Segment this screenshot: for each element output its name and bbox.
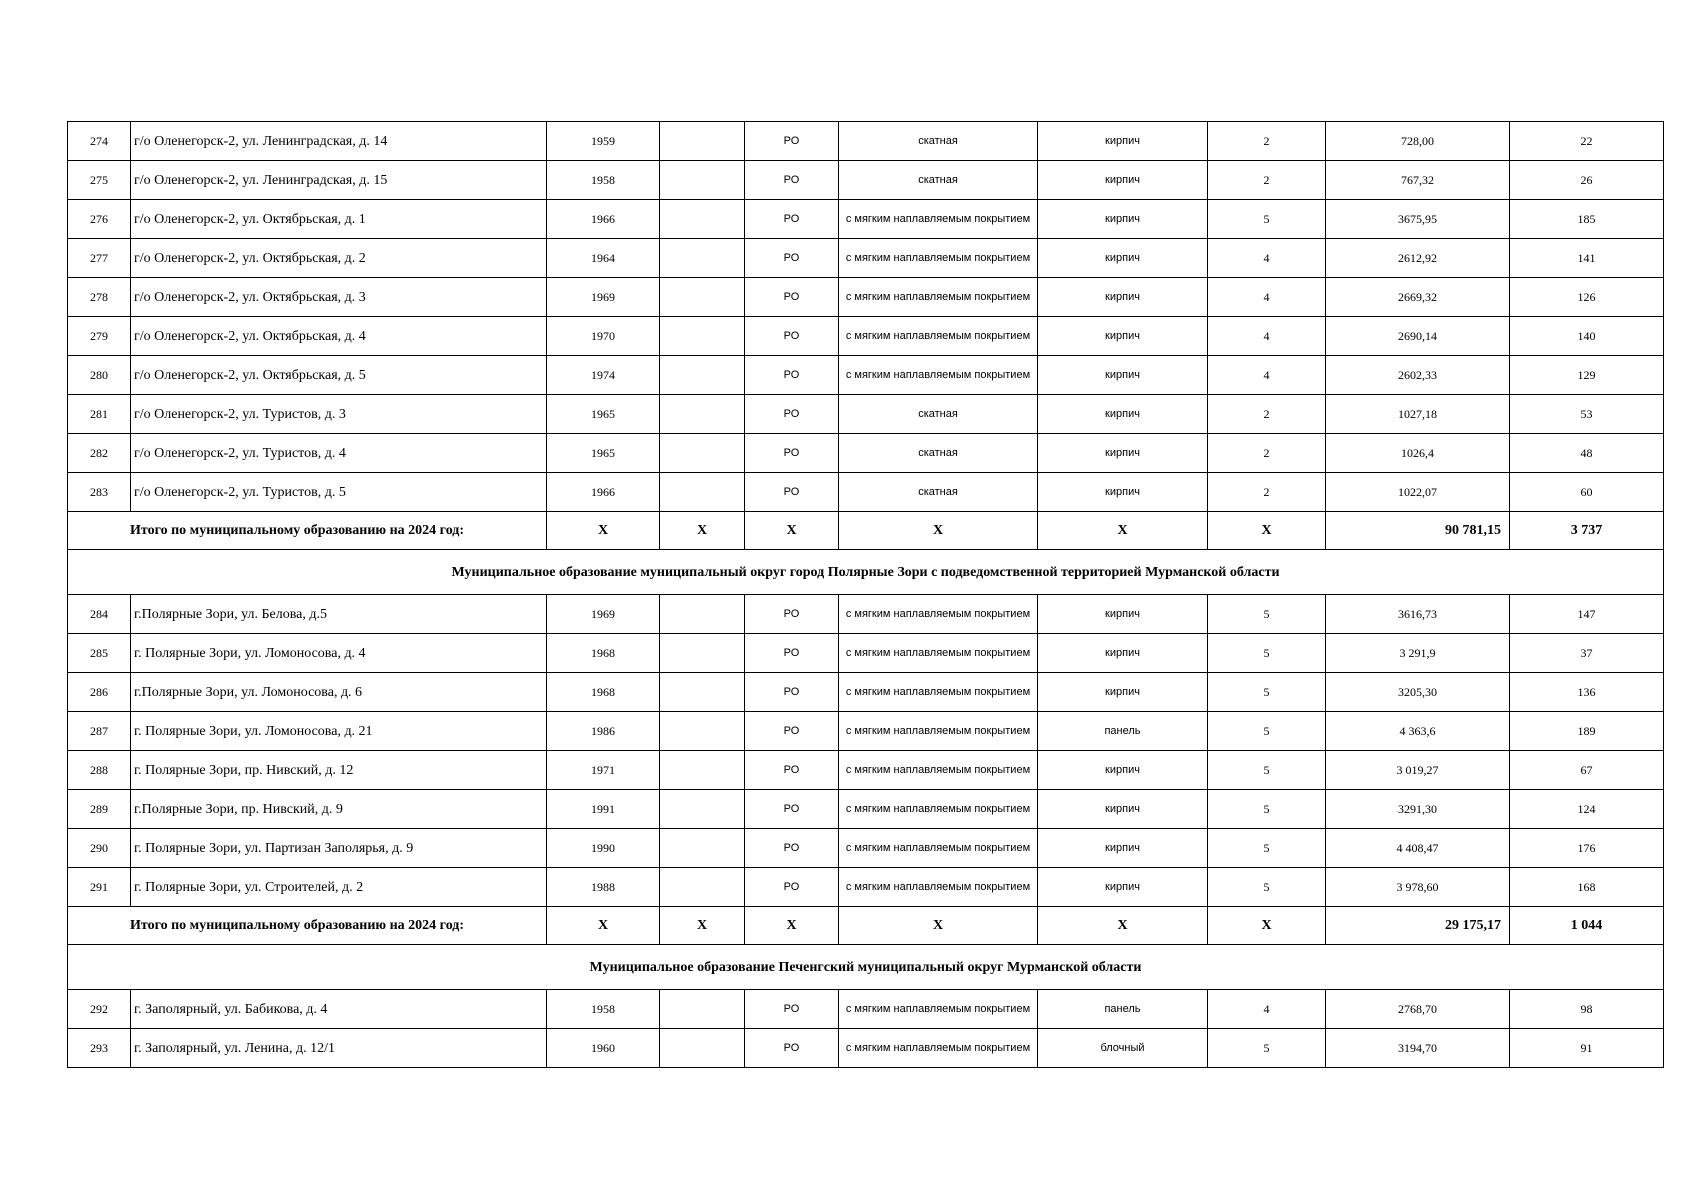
roof-type-cell: с мягким наплавляемым покрытием [839,356,1038,395]
area-cell: 2690,14 [1326,317,1510,356]
floors-cell: 5 [1208,868,1326,907]
floors-cell: 5 [1208,1029,1326,1068]
address-cell: г.Полярные Зори, ул. Ломоносова, д. 6 [131,673,547,712]
floors-cell: 5 [1208,712,1326,751]
fund-method-cell: РО [745,712,839,751]
table-row [68,712,1664,751]
floors-cell: 5 [1208,595,1326,634]
wall-material-cell: кирпич [1038,239,1208,278]
table-row [68,434,1664,473]
total-x-mark: X [1208,512,1326,550]
wall-material-cell: кирпич [1038,634,1208,673]
wall-material-cell: кирпич [1038,673,1208,712]
roof-type-cell: с мягким наплавляемым покрытием [839,317,1038,356]
wall-material-cell: блочный [1038,1029,1208,1068]
roof-type-cell: с мягким наплавляемым покрытием [839,712,1038,751]
total-label: Итого по муниципальному образованию на 2024 год: [68,512,547,550]
year-cell: 1966 [547,200,660,239]
table-row [68,356,1664,395]
residents-cell: 141 [1510,239,1664,278]
roof-type-cell: скатная [839,473,1038,512]
floors-cell: 4 [1208,239,1326,278]
address-cell: г/о Оленегорск-2, ул. Туристов, д. 4 [131,434,547,473]
roof-type-cell: с мягким наплавляемым покрытием [839,200,1038,239]
fund-method-cell: РО [745,1029,839,1068]
address-cell: г. Полярные Зори, ул. Ломоносова, д. 4 [131,634,547,673]
table-row [68,751,1664,790]
roof-type-cell: скатная [839,161,1038,200]
row-number-cell: 286 [68,673,131,712]
floors-cell: 5 [1208,790,1326,829]
area-cell: 1027,18 [1326,395,1510,434]
table-row [68,634,1664,673]
wall-material-cell: кирпич [1038,356,1208,395]
row-number-cell: 289 [68,790,131,829]
row-number-cell: 287 [68,712,131,751]
year-cell: 1991 [547,790,660,829]
year-cell: 1990 [547,829,660,868]
wall-material-cell: кирпич [1038,317,1208,356]
year-cell: 1986 [547,712,660,751]
residents-cell: 129 [1510,356,1664,395]
area-cell: 3291,30 [1326,790,1510,829]
address-cell: г.Полярные Зори, пр. Нивский, д. 9 [131,790,547,829]
year-cell: 1960 [547,1029,660,1068]
fund-method-cell: РО [745,278,839,317]
fund-method-cell: РО [745,990,839,1029]
residents-cell: 189 [1510,712,1664,751]
floors-cell: 2 [1208,473,1326,512]
empty-cell [660,122,745,161]
roof-type-cell: скатная [839,434,1038,473]
total-row [68,907,1664,945]
area-cell: 3616,73 [1326,595,1510,634]
empty-cell [660,200,745,239]
total-area: 29 175,17 [1326,907,1510,945]
residents-cell: 176 [1510,829,1664,868]
address-cell: г/о Оленегорск-2, ул. Туристов, д. 3 [131,395,547,434]
table-row [68,395,1664,434]
year-cell: 1988 [547,868,660,907]
residents-cell: 91 [1510,1029,1664,1068]
fund-method-cell: РО [745,634,839,673]
table-row [68,829,1664,868]
area-cell: 3 978,60 [1326,868,1510,907]
year-cell: 1964 [547,239,660,278]
row-number-cell: 284 [68,595,131,634]
year-cell: 1965 [547,395,660,434]
roof-type-cell: с мягким наплавляемым покрытием [839,595,1038,634]
fund-method-cell: РО [745,200,839,239]
residents-cell: 168 [1510,868,1664,907]
section-title: Муниципальное образование муниципальный округ город Полярные Зори с подведомственной территорией Мурманской области [68,550,1664,595]
area-cell: 2768,70 [1326,990,1510,1029]
table-row [68,790,1664,829]
fund-method-cell: РО [745,317,839,356]
table-row [68,317,1664,356]
empty-cell [660,790,745,829]
address-cell: г/о Оленегорск-2, ул. Октябрьская, д. 2 [131,239,547,278]
total-x-mark: X [839,512,1038,550]
row-number-cell: 280 [68,356,131,395]
residents-cell: 185 [1510,200,1664,239]
area-cell: 2612,92 [1326,239,1510,278]
residents-cell: 67 [1510,751,1664,790]
row-number-cell: 292 [68,990,131,1029]
empty-cell [660,829,745,868]
wall-material-cell: кирпич [1038,161,1208,200]
residents-cell: 126 [1510,278,1664,317]
fund-method-cell: РО [745,751,839,790]
empty-cell [660,990,745,1029]
address-cell: г. Заполярный, ул. Ленина, д. 12/1 [131,1029,547,1068]
roof-type-cell: с мягким наплавляемым покрытием [839,1029,1038,1068]
fund-method-cell: РО [745,161,839,200]
wall-material-cell: кирпич [1038,595,1208,634]
floors-cell: 2 [1208,434,1326,473]
row-number-cell: 282 [68,434,131,473]
area-cell: 728,00 [1326,122,1510,161]
area-cell: 3194,70 [1326,1029,1510,1068]
total-residents: 3 737 [1510,512,1664,550]
empty-cell [660,473,745,512]
wall-material-cell: кирпич [1038,829,1208,868]
table-row [68,278,1664,317]
wall-material-cell: кирпич [1038,868,1208,907]
floors-cell: 5 [1208,673,1326,712]
year-cell: 1968 [547,673,660,712]
empty-cell [660,673,745,712]
roof-type-cell: с мягким наплавляемым покрытием [839,990,1038,1029]
total-x-mark: X [660,512,745,550]
row-number-cell: 281 [68,395,131,434]
area-cell: 3205,30 [1326,673,1510,712]
roof-type-cell: с мягким наплавляемым покрытием [839,868,1038,907]
address-cell: г/о Оленегорск-2, ул. Ленинградская, д. 15 [131,161,547,200]
fund-method-cell: РО [745,829,839,868]
empty-cell [660,595,745,634]
table-row [68,673,1664,712]
empty-cell [660,434,745,473]
address-cell: г. Полярные Зори, ул. Строителей, д. 2 [131,868,547,907]
table-row [68,990,1664,1029]
total-x-mark: X [1038,907,1208,945]
area-cell: 3 019,27 [1326,751,1510,790]
row-number-cell: 288 [68,751,131,790]
residents-cell: 22 [1510,122,1664,161]
floors-cell: 2 [1208,161,1326,200]
row-number-cell: 277 [68,239,131,278]
empty-cell [660,751,745,790]
table-row [68,239,1664,278]
year-cell: 1969 [547,278,660,317]
area-cell: 1022,07 [1326,473,1510,512]
empty-cell [660,1029,745,1068]
fund-method-cell: РО [745,473,839,512]
empty-cell [660,317,745,356]
fund-method-cell: РО [745,239,839,278]
row-number-cell: 275 [68,161,131,200]
table-row [68,161,1664,200]
address-cell: г/о Оленегорск-2, ул. Ленинградская, д. 14 [131,122,547,161]
table-row [68,1029,1664,1068]
empty-cell [660,712,745,751]
floors-cell: 4 [1208,356,1326,395]
area-cell: 4 408,47 [1326,829,1510,868]
fund-method-cell: РО [745,434,839,473]
total-x-mark: X [745,907,839,945]
year-cell: 1958 [547,990,660,1029]
total-row [68,512,1664,550]
housing-registry-table [67,121,1664,1068]
section-header-row [68,550,1664,595]
row-number-cell: 278 [68,278,131,317]
table-row [68,200,1664,239]
area-cell: 2602,33 [1326,356,1510,395]
roof-type-cell: с мягким наплавляемым покрытием [839,790,1038,829]
total-x-mark: X [547,512,660,550]
residents-cell: 147 [1510,595,1664,634]
wall-material-cell: панель [1038,712,1208,751]
fund-method-cell: РО [745,673,839,712]
floors-cell: 4 [1208,278,1326,317]
fund-method-cell: РО [745,595,839,634]
row-number-cell: 283 [68,473,131,512]
fund-method-cell: РО [745,122,839,161]
area-cell: 3675,95 [1326,200,1510,239]
residents-cell: 53 [1510,395,1664,434]
year-cell: 1970 [547,317,660,356]
address-cell: г. Полярные Зори, пр. Нивский, д. 12 [131,751,547,790]
wall-material-cell: кирпич [1038,434,1208,473]
address-cell: г/о Оленегорск-2, ул. Октябрьская, д. 4 [131,317,547,356]
table-row [68,473,1664,512]
year-cell: 1965 [547,434,660,473]
residents-cell: 60 [1510,473,1664,512]
area-cell: 1026,4 [1326,434,1510,473]
row-number-cell: 291 [68,868,131,907]
residents-cell: 37 [1510,634,1664,673]
empty-cell [660,634,745,673]
section-header-row [68,945,1664,990]
empty-cell [660,356,745,395]
wall-material-cell: кирпич [1038,473,1208,512]
address-cell: г/о Оленегорск-2, ул. Октябрьская, д. 1 [131,200,547,239]
empty-cell [660,239,745,278]
table-body [68,122,1664,1068]
floors-cell: 2 [1208,395,1326,434]
area-cell: 767,32 [1326,161,1510,200]
address-cell: г. Полярные Зори, ул. Партизан Заполярья, д. 9 [131,829,547,868]
year-cell: 1968 [547,634,660,673]
area-cell: 4 363,6 [1326,712,1510,751]
row-number-cell: 276 [68,200,131,239]
roof-type-cell: с мягким наплавляемым покрытием [839,634,1038,673]
table-row [68,595,1664,634]
wall-material-cell: кирпич [1038,395,1208,434]
roof-type-cell: с мягким наплавляемым покрытием [839,751,1038,790]
section-title: Муниципальное образование Печенгский муниципальный округ Мурманской области [68,945,1664,990]
empty-cell [660,395,745,434]
table-row [68,122,1664,161]
fund-method-cell: РО [745,868,839,907]
roof-type-cell: скатная [839,122,1038,161]
floors-cell: 2 [1208,122,1326,161]
empty-cell [660,278,745,317]
fund-method-cell: РО [745,395,839,434]
residents-cell: 136 [1510,673,1664,712]
total-area: 90 781,15 [1326,512,1510,550]
residents-cell: 48 [1510,434,1664,473]
year-cell: 1959 [547,122,660,161]
row-number-cell: 279 [68,317,131,356]
floors-cell: 4 [1208,317,1326,356]
roof-type-cell: с мягким наплавляемым покрытием [839,829,1038,868]
wall-material-cell: кирпич [1038,200,1208,239]
residents-cell: 98 [1510,990,1664,1029]
roof-type-cell: с мягким наплавляемым покрытием [839,673,1038,712]
residents-cell: 26 [1510,161,1664,200]
floors-cell: 5 [1208,634,1326,673]
wall-material-cell: кирпич [1038,122,1208,161]
area-cell: 3 291,9 [1326,634,1510,673]
fund-method-cell: РО [745,356,839,395]
total-x-mark: X [1038,512,1208,550]
wall-material-cell: кирпич [1038,751,1208,790]
area-cell: 2669,32 [1326,278,1510,317]
wall-material-cell: кирпич [1038,790,1208,829]
address-cell: г.Полярные Зори, ул. Белова, д.5 [131,595,547,634]
empty-cell [660,161,745,200]
address-cell: г/о Оленегорск-2, ул. Октябрьская, д. 5 [131,356,547,395]
roof-type-cell: с мягким наплавляемым покрытием [839,239,1038,278]
year-cell: 1958 [547,161,660,200]
wall-material-cell: панель [1038,990,1208,1029]
total-label: Итого по муниципальному образованию на 2024 год: [68,907,547,945]
address-cell: г/о Оленегорск-2, ул. Октябрьская, д. 3 [131,278,547,317]
residents-cell: 124 [1510,790,1664,829]
empty-cell [660,868,745,907]
roof-type-cell: скатная [839,395,1038,434]
row-number-cell: 293 [68,1029,131,1068]
address-cell: г. Заполярный, ул. Бабикова, д. 4 [131,990,547,1029]
year-cell: 1971 [547,751,660,790]
year-cell: 1969 [547,595,660,634]
floors-cell: 5 [1208,829,1326,868]
address-cell: г/о Оленегорск-2, ул. Туристов, д. 5 [131,473,547,512]
total-x-mark: X [547,907,660,945]
total-x-mark: X [839,907,1038,945]
floors-cell: 5 [1208,200,1326,239]
total-residents: 1 044 [1510,907,1664,945]
row-number-cell: 274 [68,122,131,161]
year-cell: 1974 [547,356,660,395]
row-number-cell: 285 [68,634,131,673]
table-row [68,868,1664,907]
address-cell: г. Полярные Зори, ул. Ломоносова, д. 21 [131,712,547,751]
year-cell: 1966 [547,473,660,512]
roof-type-cell: с мягким наплавляемым покрытием [839,278,1038,317]
floors-cell: 5 [1208,751,1326,790]
row-number-cell: 290 [68,829,131,868]
residents-cell: 140 [1510,317,1664,356]
total-x-mark: X [745,512,839,550]
floors-cell: 4 [1208,990,1326,1029]
fund-method-cell: РО [745,790,839,829]
total-x-mark: X [1208,907,1326,945]
total-x-mark: X [660,907,745,945]
wall-material-cell: кирпич [1038,278,1208,317]
